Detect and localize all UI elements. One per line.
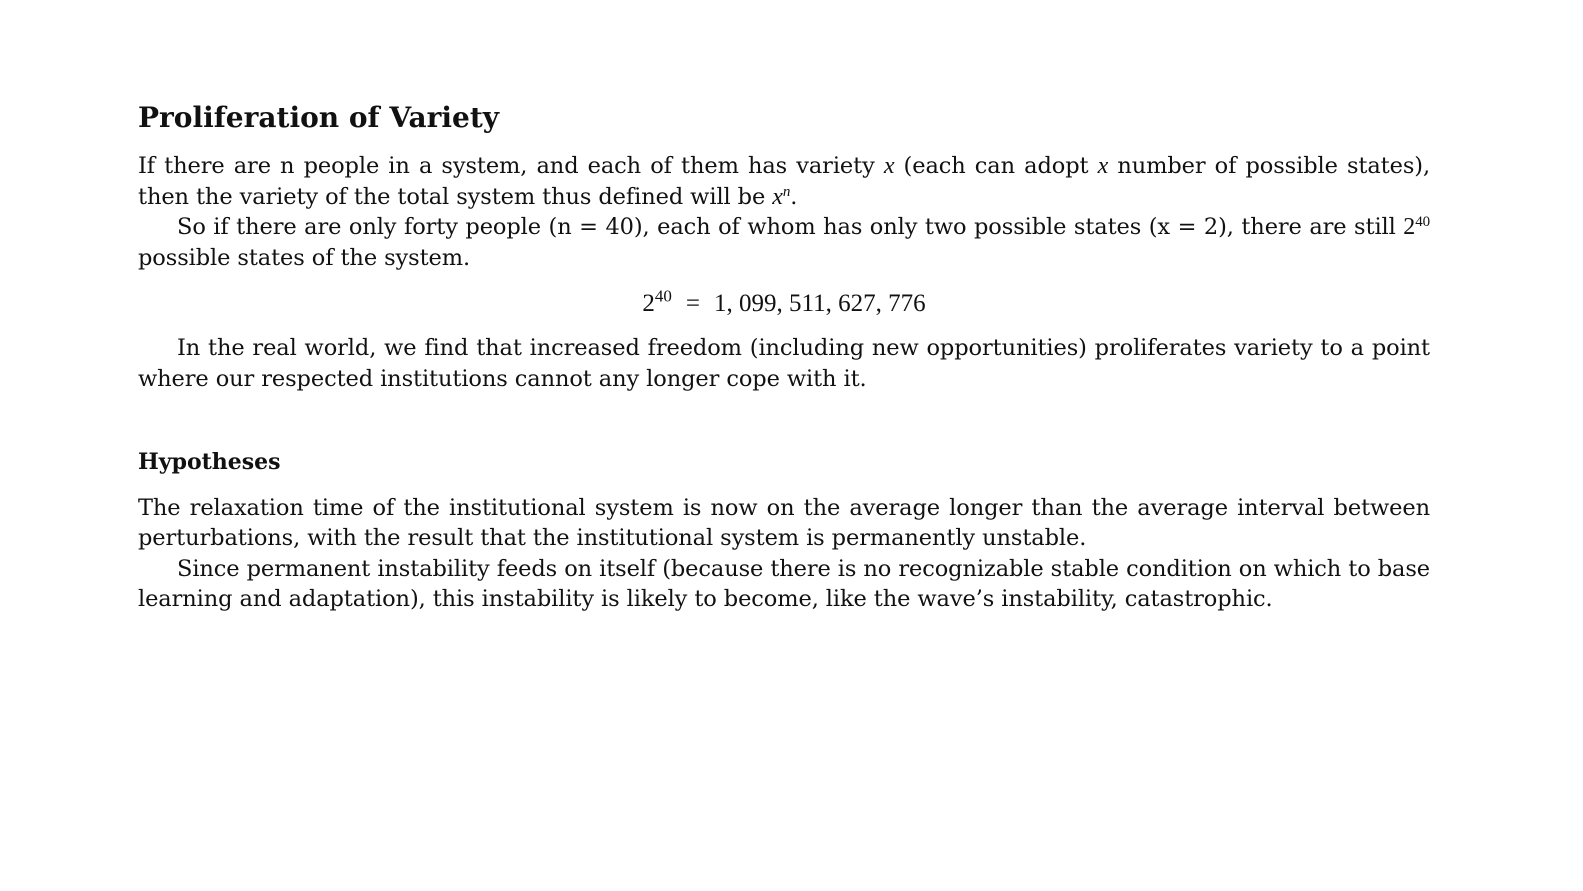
paragraph-forty-people (138, 212, 1430, 273)
math-base-2: 2 (1403, 214, 1416, 241)
math-variable-x: x (1097, 153, 1109, 179)
section-title-proliferation: Proliferation of Variety (138, 101, 500, 134)
text-span: possible states of the system. (138, 244, 471, 271)
paragraph-relaxation-time: The relaxation time of the institutional system is now on the average longer than the average interval between perturbations, with the result that the institutional system is permanently unstable. (138, 494, 1430, 552)
text-span: If there are n people in a system, and each of them has variety (138, 153, 884, 179)
equation-exponent: 40 (654, 287, 672, 307)
text-span: . (790, 183, 798, 210)
paragraph-variety-definition (138, 151, 1430, 212)
text-span: So if there are only forty people (n = 40), each of whom has only two possible states (x = 2), there are still (177, 214, 1404, 241)
paragraph-real-world: In the real world, we find that increased freedom (including new opportunities) proliferates variety to a point where our respected institutions cannot any longer cope with it. (138, 335, 1430, 392)
equation-equals-sign: = (685, 290, 701, 318)
document-page (138, 96, 1430, 615)
math-variable-x: x (772, 183, 783, 210)
display-equation (138, 289, 1430, 319)
equation-result: 1, 099, 511, 627, 776 (714, 290, 926, 318)
text-span: number of possible states), then the variety of the total system thus defined will be (138, 153, 1431, 210)
text-span: (each can adopt (894, 153, 1098, 179)
math-variable-x: x (883, 153, 895, 179)
equation-base: 2 (642, 290, 655, 318)
math-exponent-40: 40 (1415, 213, 1430, 230)
section-title-hypotheses: Hypotheses (138, 448, 281, 475)
paragraph-permanent-instability: Since permanent instability feeds on itself (because there is no recognizable stable condition on which to base learning and adaptation), this instability is likely to become, like the wave’s instability, catastrophic. (138, 555, 1430, 613)
math-exponent-n: n (782, 183, 791, 200)
